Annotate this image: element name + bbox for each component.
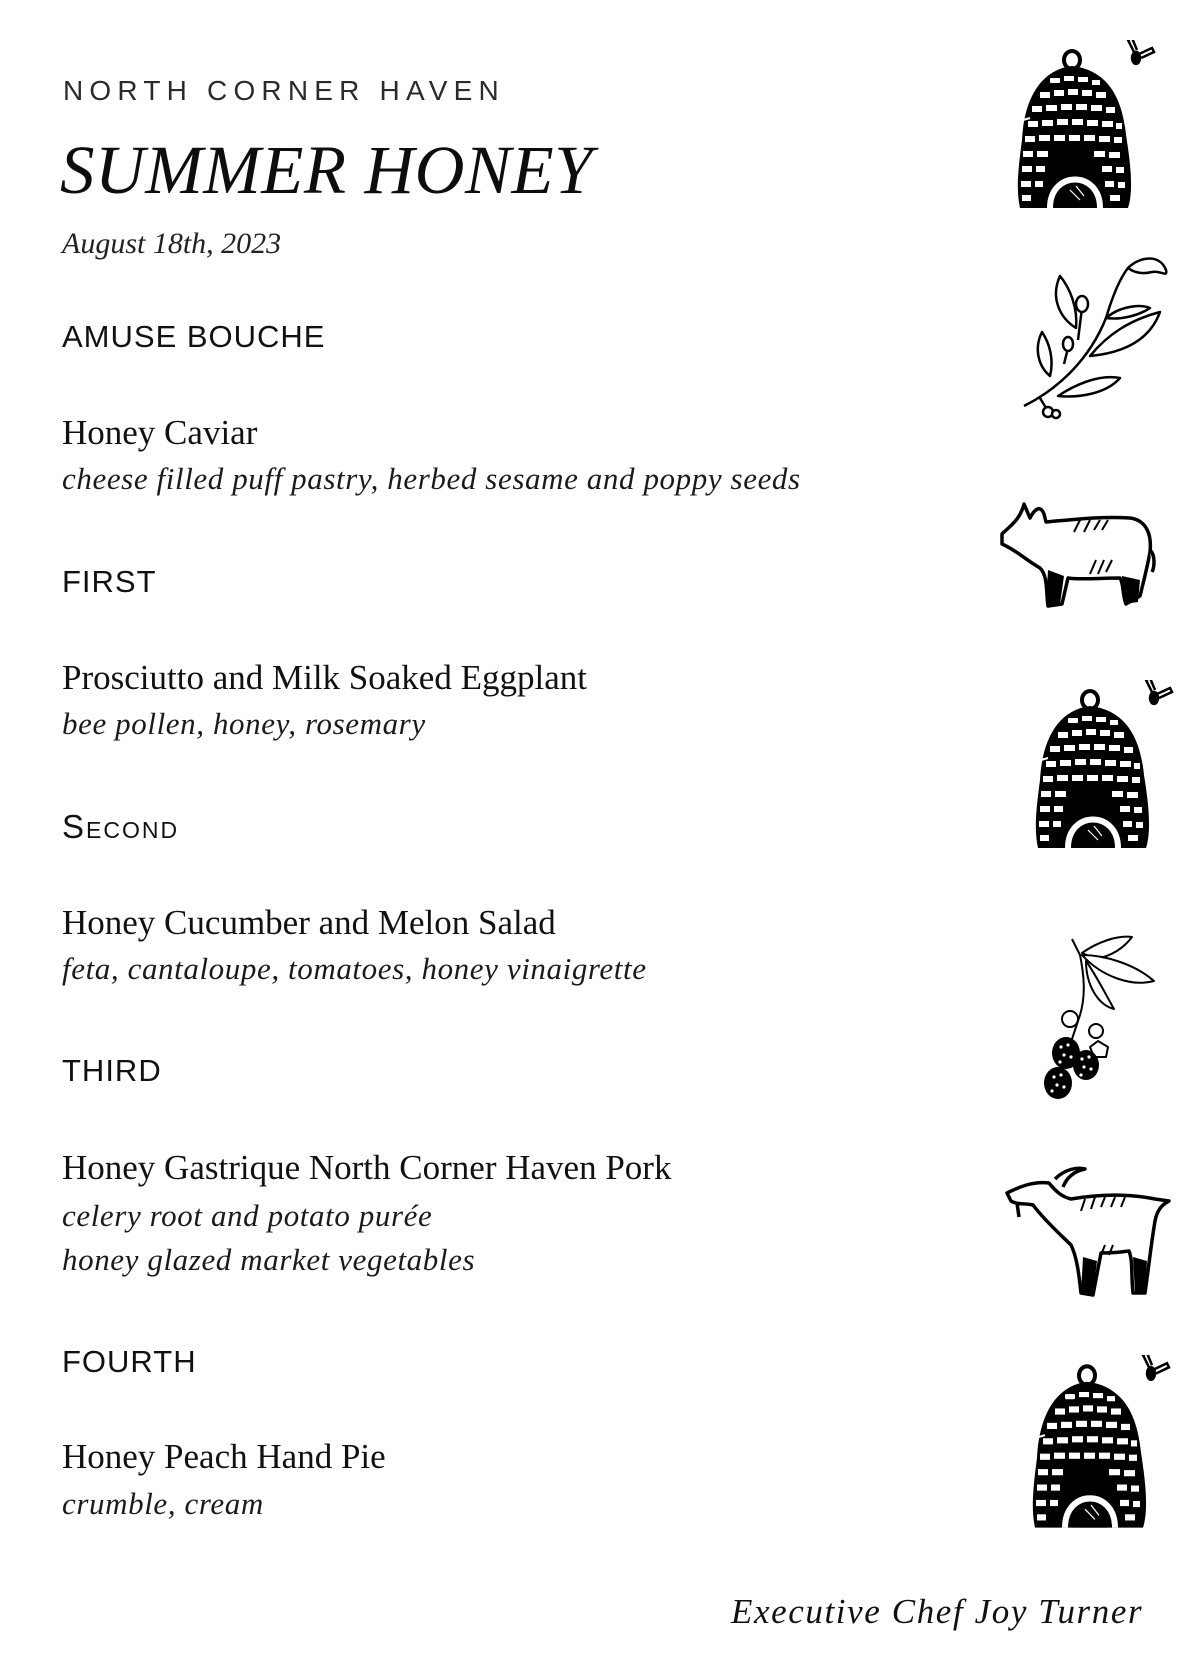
dish-name: Honey Cucumber and Melon Salad — [62, 903, 556, 942]
course-label: FOURTH — [62, 1344, 197, 1379]
course-label: FIRST — [62, 564, 157, 599]
beehive-icon — [1028, 680, 1178, 860]
dish-description: celery root and potato purée — [62, 1198, 433, 1233]
blackberry-branch-icon — [1036, 935, 1166, 1101]
beehive-icon — [1025, 1355, 1175, 1540]
course-label: Second — [62, 808, 180, 845]
menu-date: August 18th, 2023 — [62, 227, 282, 260]
dish-description: bee pollen, honey, rosemary — [62, 706, 426, 741]
beehive-icon — [1010, 40, 1160, 220]
dish-description: feta, cantaloupe, tomatoes, honey vinaigrette — [62, 951, 647, 986]
chef-signature: Executive Chef Joy Turner — [731, 1592, 1144, 1631]
course-label: AMUSE BOUCHE — [62, 319, 326, 354]
dish-name: Honey Peach Hand Pie — [62, 1437, 386, 1476]
goat-icon — [1005, 1165, 1171, 1297]
pig-icon — [1000, 500, 1156, 610]
oak-branch-icon — [1020, 248, 1170, 420]
course-label: THIRD — [62, 1053, 162, 1088]
dish-description: cheese filled puff pastry, herbed sesame and poppy seeds — [62, 461, 801, 496]
dish-description-line-2: honey glazed market vegetables — [62, 1242, 476, 1277]
dish-name: Prosciutto and Milk Soaked Eggplant — [62, 658, 587, 697]
dish-name: Honey Caviar — [62, 413, 258, 452]
venue-name: NORTH CORNER HAVEN — [63, 75, 505, 106]
dish-description: crumble, cream — [62, 1486, 264, 1521]
dish-name: Honey Gastrique North Corner Haven Pork — [62, 1148, 672, 1187]
menu-title: SUMMER HONEY — [60, 132, 594, 208]
